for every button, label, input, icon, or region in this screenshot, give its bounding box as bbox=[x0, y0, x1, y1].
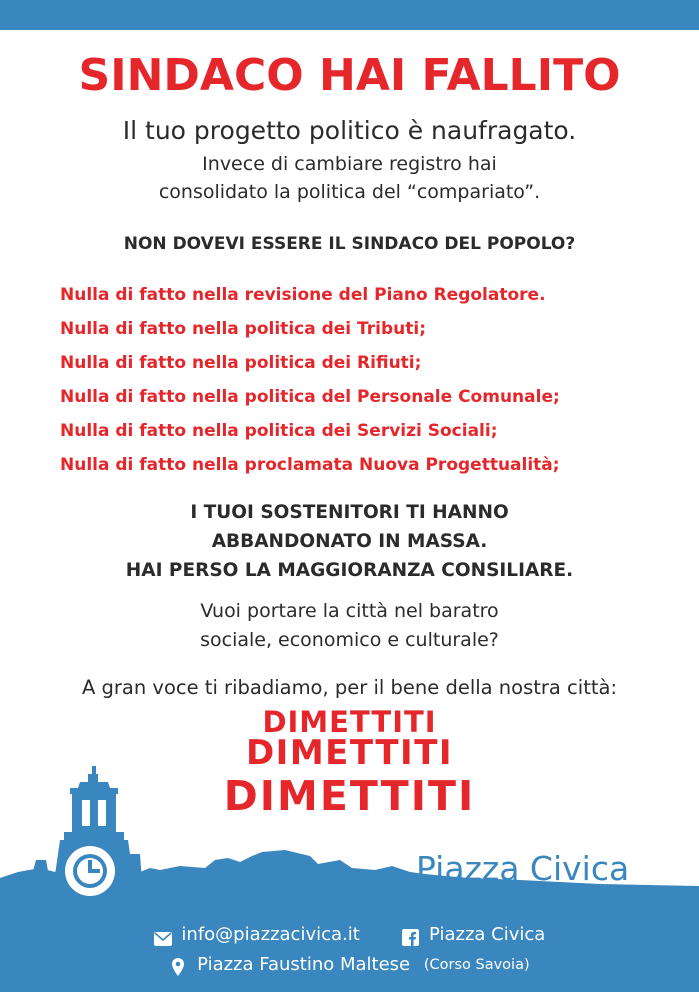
subtitle-detail-line: Invece di cambiare registro hai bbox=[202, 153, 497, 175]
subtitle: Il tuo progetto politico è naufragato. bbox=[122, 116, 577, 145]
address-text: Piazza Faustino Maltese bbox=[197, 954, 411, 975]
top-blue-bar bbox=[0, 0, 699, 30]
envelope-icon bbox=[154, 926, 172, 944]
abyss-line: Vuoi portare la città nel baratro bbox=[200, 600, 499, 622]
list-item: Nulla di fatto nella politica dei Rifiuti; bbox=[60, 353, 422, 373]
location-pin-icon bbox=[169, 956, 187, 974]
list-item: Nulla di fatto nella politica del Personale Comunale; bbox=[60, 387, 560, 407]
list-item: Nulla di fatto nella proclamata Nuova Progettualità; bbox=[60, 455, 560, 475]
brand-name: Piazza Civica bbox=[416, 849, 630, 888]
contact-row bbox=[0, 920, 699, 950]
question-heading: NON DOVEVI ESSERE IL SINDACO DEL POPOLO? bbox=[123, 234, 576, 254]
resign-word-large: DIMETTITI bbox=[223, 772, 476, 820]
email-link[interactable]: info@piazzacivica.it bbox=[181, 924, 360, 945]
loud-voice-line: A gran voce ti ribadiamo, per il bene della nostra città: bbox=[81, 676, 618, 699]
list-item: Nulla di fatto nella politica dei Servizi Sociali; bbox=[60, 421, 498, 441]
headline: SINDACO HAI FALLITO bbox=[78, 50, 621, 101]
supporters-line: ABBANDONATO IN MASSA. bbox=[211, 531, 488, 552]
address-row bbox=[0, 950, 699, 980]
facebook-link[interactable]: Piazza Civica bbox=[429, 924, 546, 945]
supporters-line: HAI PERSO LA MAGGIORANZA CONSILIARE. bbox=[125, 560, 574, 581]
list-item: Nulla di fatto nella politica dei Tributi; bbox=[60, 319, 427, 339]
supporters-block bbox=[0, 498, 699, 585]
resign-word-medium: DIMETTITI bbox=[245, 733, 454, 773]
list-item: Nulla di fatto nella revisione del Piano Regolatore. bbox=[60, 285, 546, 305]
supporters-line: I TUOI SOSTENITORI TI HANNO bbox=[190, 502, 509, 523]
facebook-icon bbox=[401, 926, 419, 944]
abyss-question bbox=[0, 597, 699, 655]
failures-list bbox=[60, 282, 699, 486]
contact-footer bbox=[0, 920, 699, 980]
resign-word-small: DIMETTITI bbox=[262, 705, 437, 739]
address-note: (Corso Savoia) bbox=[423, 957, 530, 973]
subtitle-detail-line: consolidato la politica del “compariato”. bbox=[158, 181, 541, 203]
abyss-line: sociale, economico e culturale? bbox=[200, 629, 499, 651]
subtitle-detail bbox=[0, 150, 699, 206]
